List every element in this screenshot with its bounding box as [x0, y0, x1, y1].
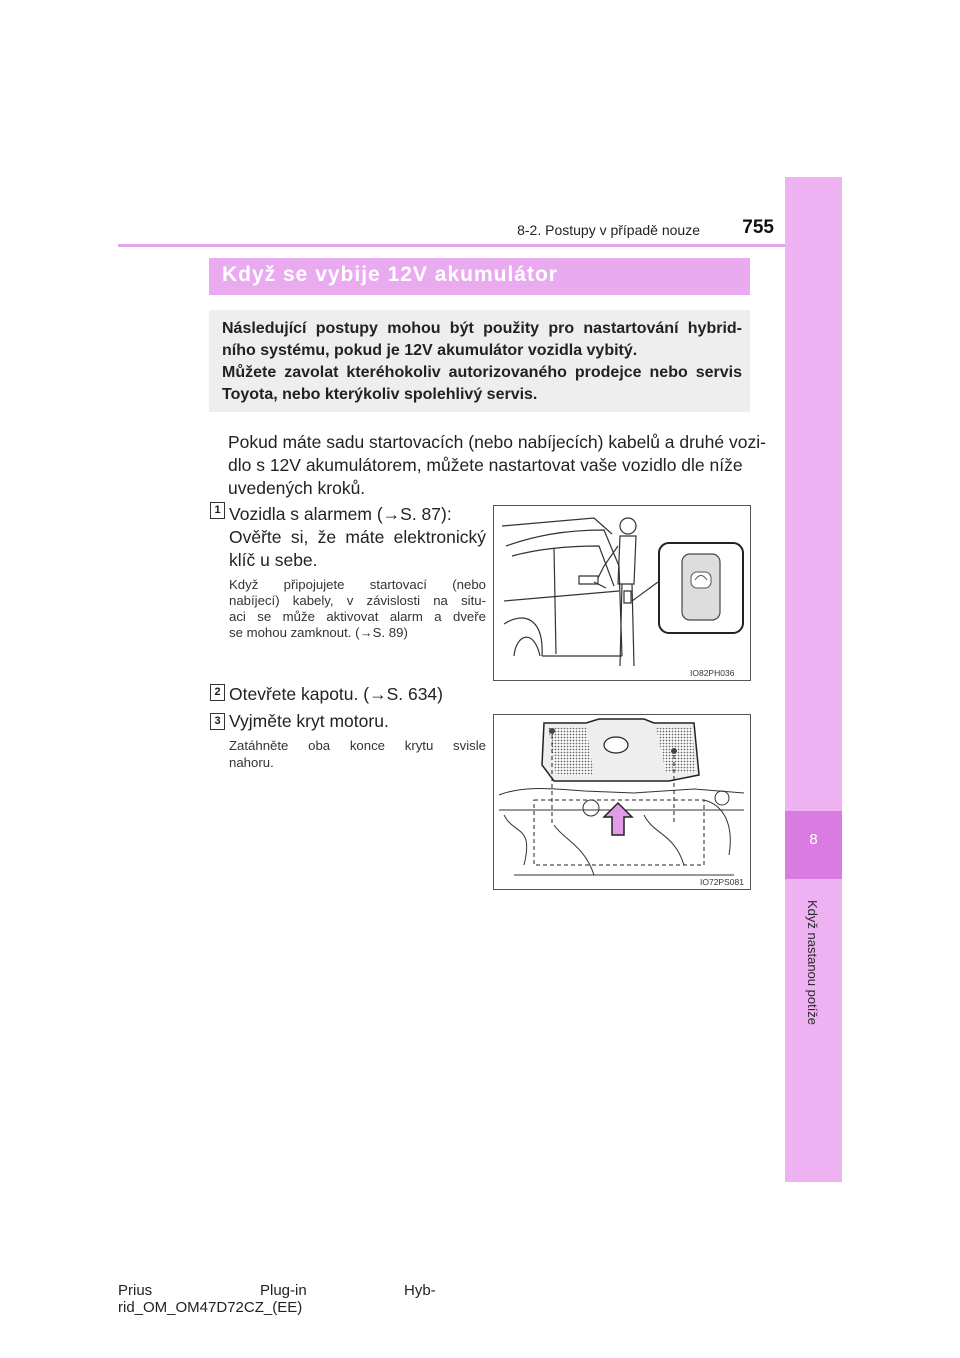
- figure-car-key: [493, 505, 751, 681]
- step-note: nabíjecí) kabely, v závislosti na situ-: [229, 593, 486, 608]
- header-divider: [118, 244, 785, 247]
- step-note: se mohou zamknout. (→S. 89): [229, 625, 408, 640]
- paragraph-line: Pokud máte sadu startovacích (nebo nabíjecích) kabelů a druhé vozi-: [228, 432, 766, 452]
- step-note: aci se může aktivovat alarm a dveře: [229, 609, 486, 624]
- step-number-badge: 2: [210, 684, 225, 701]
- chapter-title: Když nastanou potíže: [805, 900, 820, 1026]
- section-title: Když se vybije 12V akumulátor: [222, 263, 558, 286]
- intro-line: ního systému, pokud je 12V akumulátor vozidla vybitý.: [222, 342, 638, 359]
- chapter-number: 8: [809, 831, 818, 848]
- step-text: klíč u sebe.: [229, 550, 318, 570]
- step-text: Otevřete kapotu. (→S. 634): [229, 684, 443, 704]
- step-text: Ověřte si, že máte elektronický: [229, 527, 486, 547]
- step-note: nahoru.: [229, 755, 274, 770]
- step-note: Zatáhněte oba konce krytu svisle: [229, 738, 486, 753]
- figure-code: IO82PH036: [690, 668, 735, 678]
- step-text: Vyjměte kryt motoru.: [229, 711, 389, 731]
- figure-code: IO72PS081: [700, 877, 744, 887]
- step-number-badge: 1: [210, 502, 225, 519]
- paragraph-line: uvedených kroků.: [228, 478, 366, 498]
- figure-engine-cover: [493, 714, 751, 890]
- footer-line2: rid_OM_OM47D72CZ_(EE): [118, 1299, 303, 1316]
- step-text: Vozidla s alarmem (→S. 87):: [229, 504, 452, 524]
- step-number-badge: 3: [210, 713, 225, 730]
- car-key-illustration: [494, 506, 750, 680]
- step-note: Když připojujete startovací (nebo: [229, 577, 486, 592]
- engine-cover-illustration: [494, 715, 750, 889]
- header-section-title: 8-2. Postupy v případě nouze: [517, 222, 700, 238]
- page-number: 755: [742, 217, 774, 238]
- intro-line: Následující postupy mohou být použity pro nastartování hybrid-: [222, 320, 742, 337]
- footer-part: Prius: [118, 1282, 153, 1299]
- chapter-title-vertical: [798, 900, 828, 1120]
- intro-line: Toyota, nebo kterýkoliv spolehlivý servis.: [222, 386, 538, 403]
- paragraph-line: dlo s 12V akumulátorem, můžete nastartovat vaše vozidlo dle níže: [228, 455, 743, 475]
- footer-part: Plug-in: [260, 1282, 307, 1299]
- footer-part: Hyb-: [404, 1282, 436, 1299]
- intro-line: Můžete zavolat kteréhokoliv autorizovaného prodejce nebo servis: [222, 364, 742, 381]
